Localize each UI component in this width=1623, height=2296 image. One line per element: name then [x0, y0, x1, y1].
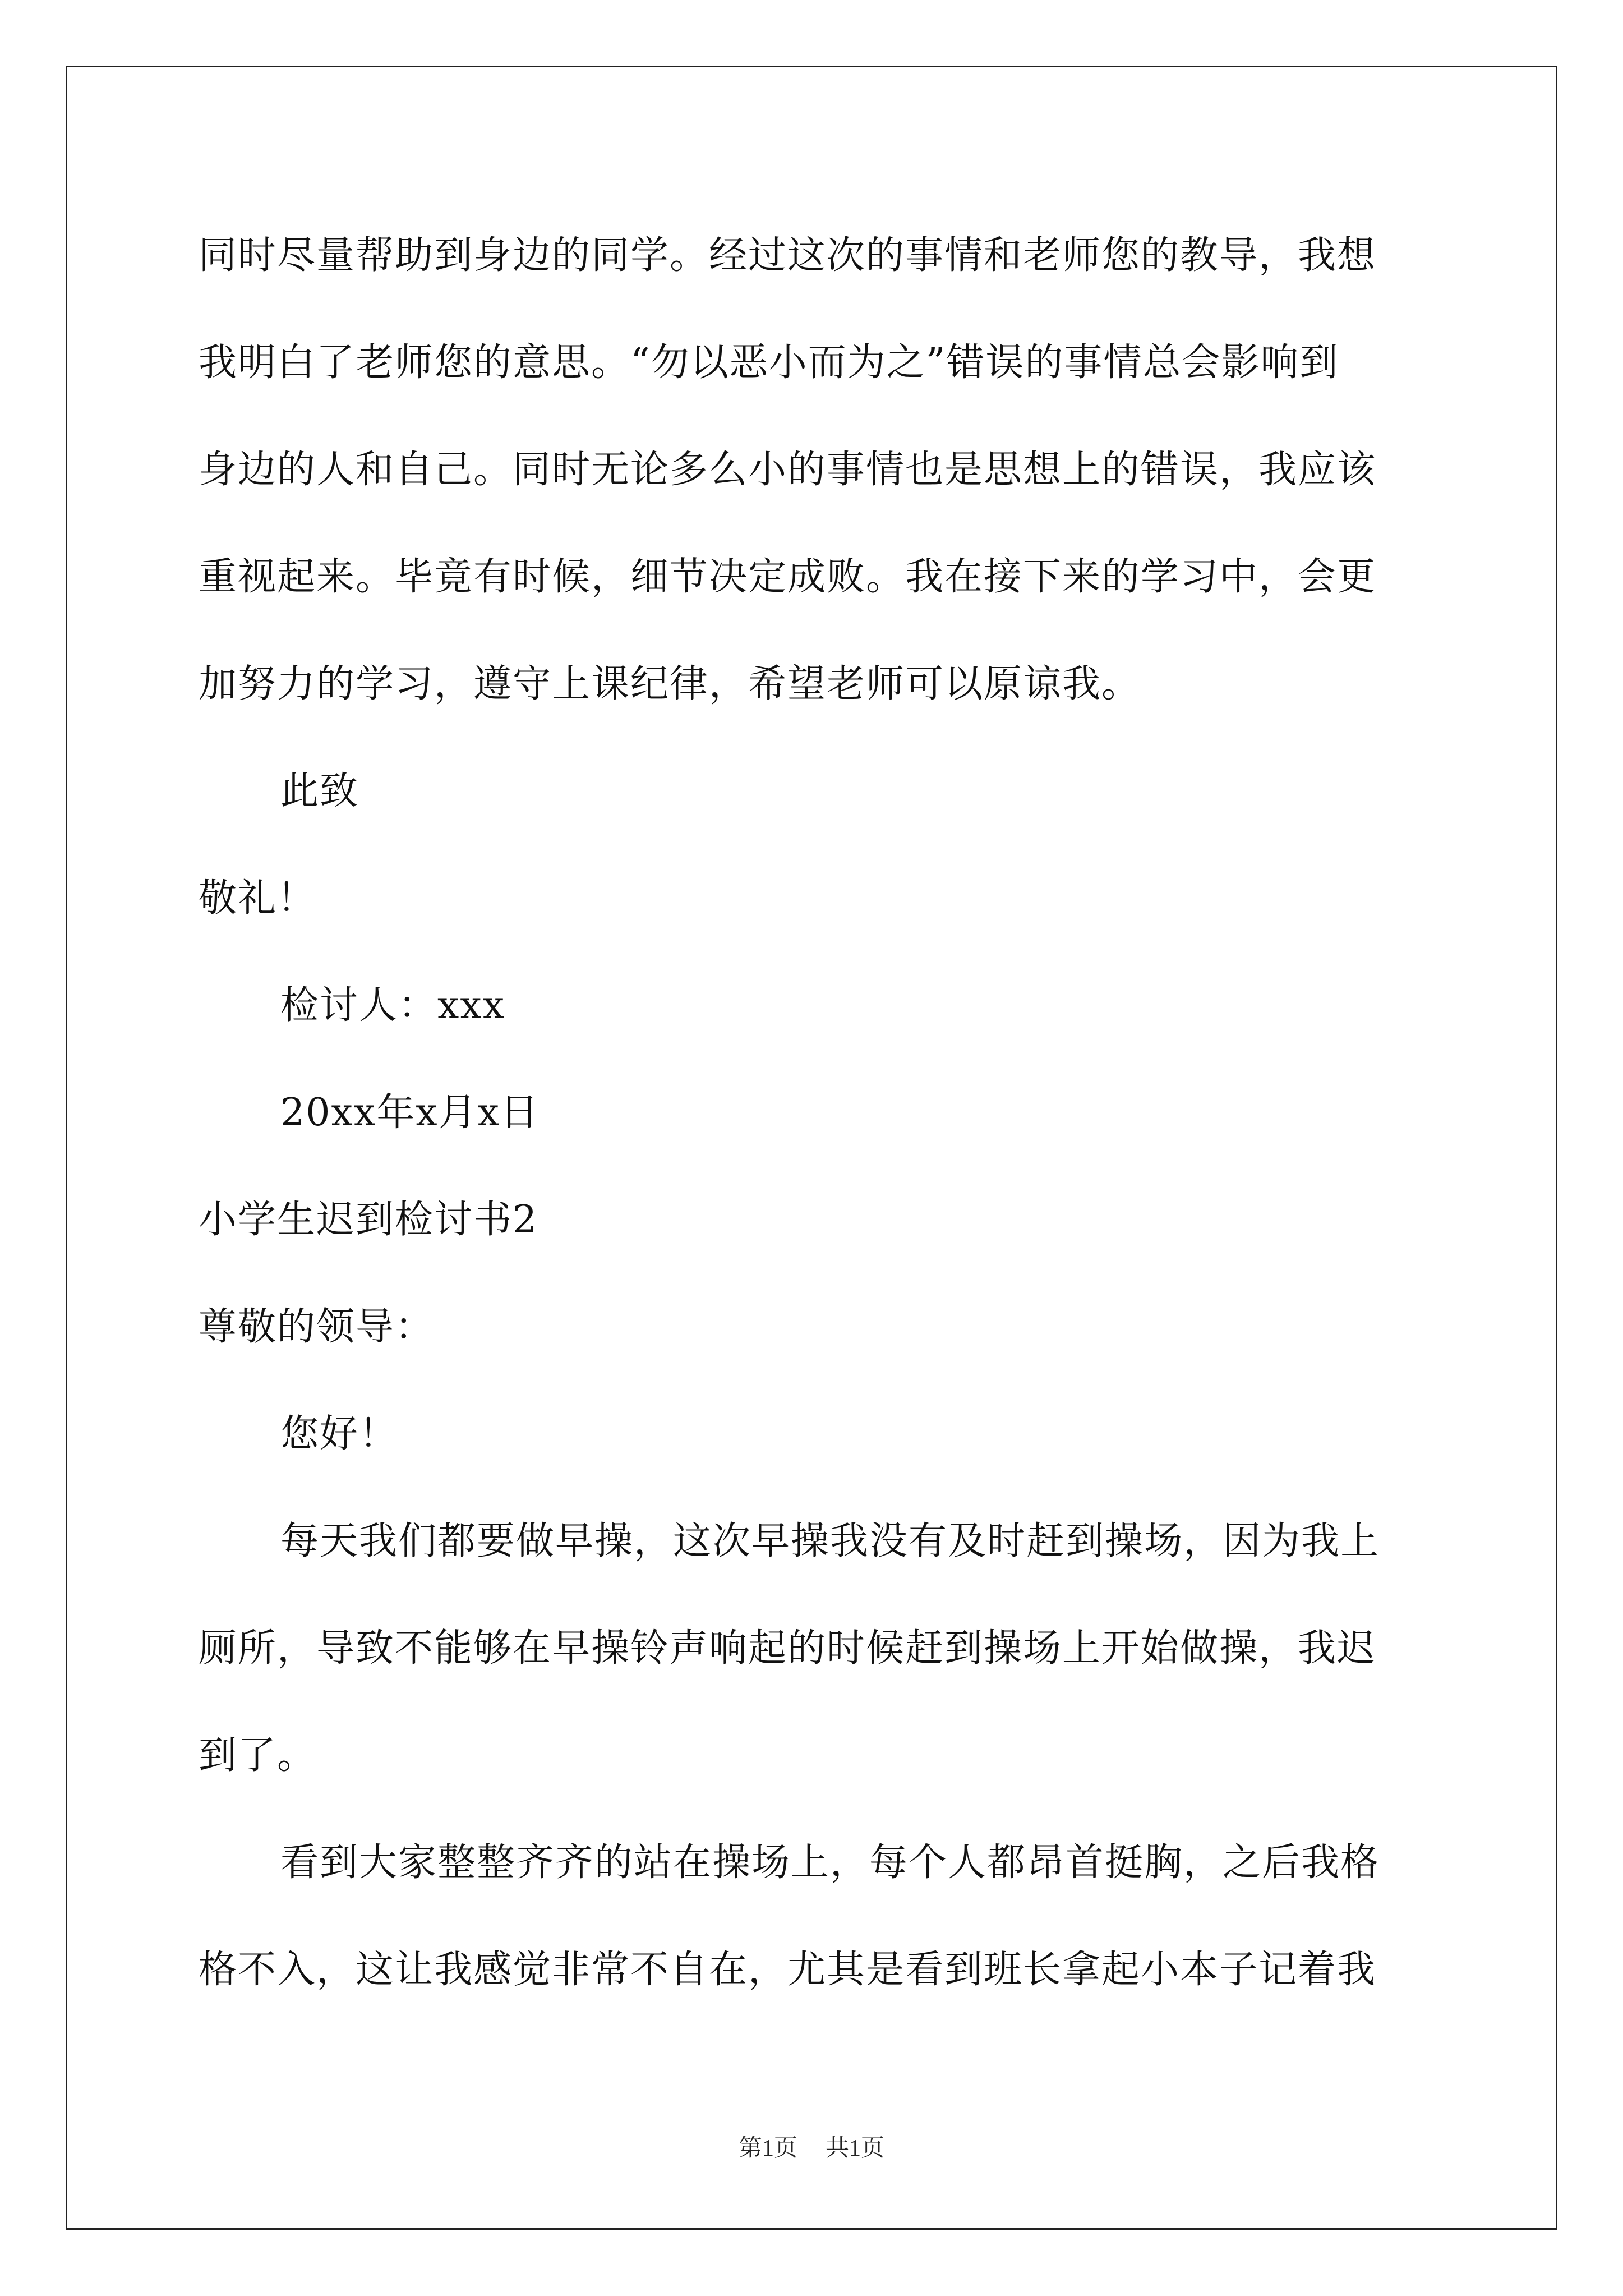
paragraph-line: 重视起来。毕竟有时候，细节决定成败。我在接下来的学习中，会更 — [199, 555, 1377, 599]
paragraph-line: 格不入，这让我感觉非常不自在，尤其是看到班长拿起小本子记着我 — [199, 1948, 1377, 1992]
greeting: 您好！ — [280, 1412, 399, 1456]
paragraph-line: 厕所，导致不能够在早操铃声响起的时候赶到操场上开始做操，我迟 — [199, 1626, 1377, 1671]
page-total: 共1页 — [826, 2136, 885, 2161]
paragraph-line: 每天我们都要做早操，这次早操我没有及时赶到操场，因为我上 — [280, 1519, 1380, 1563]
greeting-recipient: 尊敬的领导： — [199, 1305, 435, 1349]
closing-salutation: 此致 — [280, 769, 359, 813]
paragraph-line: 同时尽量帮助到身边的同学。经过这次的事情和老师您的教导，我想 — [199, 233, 1377, 278]
paragraph-line: 身边的人和自己。同时无论多么小的事情也是思想上的错误，我应该 — [199, 448, 1377, 492]
section-title: 小学生迟到检讨书2 — [199, 1198, 538, 1242]
document-body — [199, 202, 1424, 2023]
paragraph-line: 我明白了老师您的意思。“勿以恶小而为之”错误的事情总会影响到 — [199, 341, 1339, 385]
paragraph-line: 加努力的学习，遵守上课纪律，希望老师可以原谅我。 — [199, 662, 1141, 706]
page-number: 第1页 — [738, 2136, 797, 2161]
paragraph-line: 看到大家整整齐齐的站在操场上，每个人都昂首挺胸，之后我格 — [280, 1841, 1380, 1885]
paragraph-line: 到了。 — [199, 1733, 317, 1778]
signature-date: 20xx年x月x日 — [280, 1091, 540, 1135]
signature-name: 检讨人：xxx — [280, 983, 506, 1028]
page-footer — [0, 2132, 1623, 2165]
closing-regards: 敬礼！ — [199, 876, 317, 921]
